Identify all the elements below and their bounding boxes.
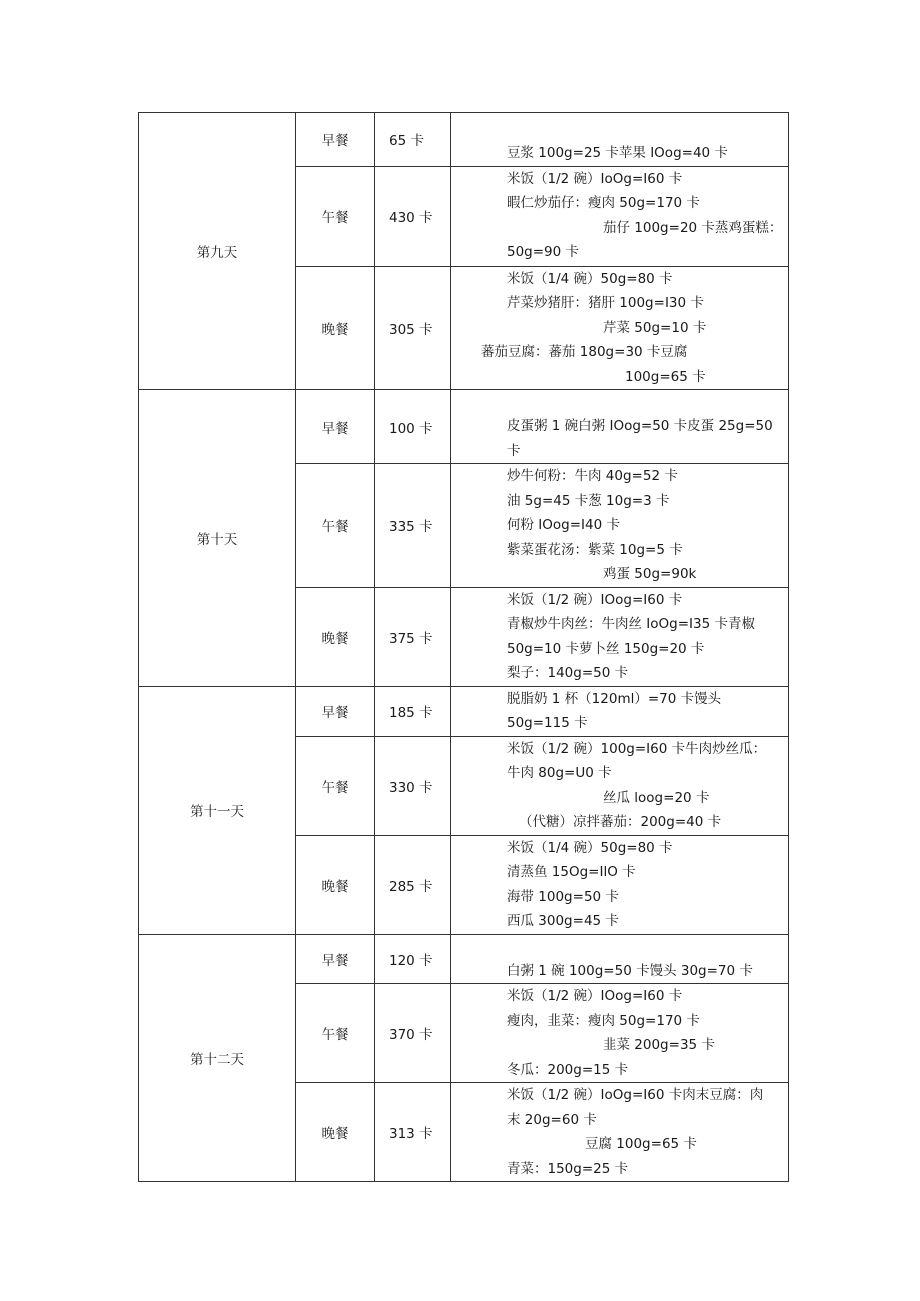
- dinner-label: 晚餐: [296, 587, 375, 686]
- food-item-line: 丝瓜 loog=20 卡: [603, 789, 710, 806]
- food-item-line: 芹菜 50g=10 卡: [603, 319, 707, 336]
- meal-details: [451, 686, 789, 736]
- meal-details: [451, 835, 789, 934]
- lunch-label: 午餐: [296, 984, 375, 1083]
- food-item-line: 油 5g=45 卡葱 10g=3 卡: [507, 492, 670, 509]
- meal-details: [451, 464, 789, 588]
- food-item-line: 鸡蛋 50g=90k: [603, 566, 697, 582]
- food-item-line: 米饭（1/2 碗）IOog=I60 卡: [507, 591, 683, 608]
- food-item-line: 牛肉 80g=U0 卡: [507, 765, 612, 781]
- food-item-line: （代糖）凉拌蕃茄：200g=40 卡: [519, 814, 722, 830]
- meal-details: [451, 587, 789, 686]
- day-label: 第十一天: [139, 686, 296, 934]
- lunch-label: 午餐: [296, 736, 375, 835]
- meal-details: [451, 984, 789, 1083]
- dinner-label: 晚餐: [296, 835, 375, 934]
- food-item-line: 米饭（1/4 碗）50g=80 卡: [507, 270, 673, 287]
- lunch-label: 午餐: [296, 166, 375, 266]
- food-item-line: 炒牛何粉：牛肉 40g=52 卡: [507, 468, 678, 484]
- food-item-line: 米饭（1/2 碗）IoOg=I60 卡肉末豆腐：肉: [507, 1087, 764, 1103]
- day-label: 第十二天: [139, 934, 296, 1182]
- calorie-total: 375 卡: [375, 587, 451, 686]
- table-body: [139, 113, 789, 1182]
- calorie-total: 330 卡: [375, 736, 451, 835]
- food-item-line: 豆腐 100g=65 卡: [585, 1136, 697, 1152]
- food-item-line: 青椒炒牛肉丝：牛肉丝 IoOg=I35 卡青椒: [507, 616, 755, 632]
- food-item-line: 芹菜炒猪肝：猪肝 100g=I30 卡: [507, 295, 704, 311]
- food-item-line: 瘦肉，韭菜：瘦肉 50g=170 卡: [507, 1012, 700, 1029]
- meal-details: [451, 113, 789, 167]
- food-item-line: 何粉 IOog=I40 卡: [507, 517, 620, 533]
- calorie-total: 65 卡: [375, 113, 451, 167]
- meal-details: [451, 1083, 789, 1182]
- food-item-line: 米饭（1/2 碗）IOog=I60 卡: [507, 988, 683, 1004]
- calorie-total: 335 卡: [375, 464, 451, 588]
- food-item-line: 韭菜 200g=35 卡: [603, 1037, 715, 1053]
- calorie-total: 313 卡: [375, 1083, 451, 1182]
- table-row: [139, 113, 789, 167]
- food-item-line: 西瓜 300g=45 卡: [507, 913, 619, 929]
- food-item-line: 梨子：140g=50 卡: [507, 665, 629, 681]
- dinner-label: 晚餐: [296, 1083, 375, 1182]
- calorie-total: 430 卡: [375, 166, 451, 266]
- table-row: [139, 390, 789, 464]
- calorie-total: 100 卡: [375, 390, 451, 464]
- food-item-line: 白粥 1 碗 100g=50 卡馒头 30g=70 卡: [507, 962, 753, 979]
- food-item-line: 50g=115 卡: [507, 715, 588, 731]
- food-item-line: 脱脂奶 1 杯（120ml）=70 卡馒头: [507, 690, 722, 707]
- food-item-line: 豆浆 100g=25 卡苹果 IOog=40 卡: [507, 145, 728, 161]
- food-item-line: 清蒸鱼 15Og=IlO 卡: [507, 864, 636, 880]
- lunch-label: 午餐: [296, 464, 375, 588]
- table-row: [139, 934, 789, 984]
- breakfast-label: 早餐: [296, 390, 375, 464]
- meal-details: [451, 266, 789, 390]
- food-item-line: 暇仁炒茄仔：瘦肉 50g=170 卡: [507, 195, 700, 211]
- food-item-line: 海带 100g=50 卡: [507, 888, 619, 905]
- food-item-line: 末 20g=60 卡: [507, 1111, 597, 1128]
- calorie-total: 185 卡: [375, 686, 451, 736]
- day-label: 第十天: [139, 390, 296, 687]
- food-item-line: 卡: [507, 442, 521, 459]
- calorie-total: 370 卡: [375, 984, 451, 1083]
- food-item-line: 皮蛋粥 1 碗白粥 IOog=50 卡皮蛋 25g=50: [507, 418, 773, 434]
- food-item-line: 冬瓜：200g=15 卡: [507, 1061, 629, 1078]
- meal-details: [451, 166, 789, 266]
- calorie-total: 285 卡: [375, 835, 451, 934]
- food-item-line: 50g=10 卡萝卜丝 150g=20 卡: [507, 640, 705, 657]
- calorie-total: 305 卡: [375, 266, 451, 390]
- table-row: [139, 686, 789, 736]
- meal-details: [451, 934, 789, 984]
- food-item-line: 茄仔 100g=20 卡蒸鸡蛋糕：: [603, 219, 783, 236]
- breakfast-label: 早餐: [296, 934, 375, 984]
- food-item-line: 米饭（1/2 碗）IoOg=I60 卡: [507, 170, 683, 187]
- dinner-label: 晚餐: [296, 266, 375, 390]
- food-item-line: 青菜：150g=25 卡: [507, 1160, 629, 1177]
- food-item-line: 蕃茄豆腐：蕃茄 180g=30 卡豆腐: [481, 344, 688, 360]
- food-item-line: 100g=65 卡: [625, 368, 706, 385]
- day-label: 第九天: [139, 113, 296, 390]
- meal-plan-table: [138, 112, 789, 1182]
- calorie-total: 120 卡: [375, 934, 451, 984]
- meal-details: [451, 390, 789, 464]
- food-item-line: 米饭（1/2 碗）100g=I60 卡牛肉炒丝瓜：: [507, 740, 767, 757]
- food-item-line: 紫菜蛋花汤：紫菜 10g=5 卡: [507, 541, 683, 558]
- breakfast-label: 早餐: [296, 113, 375, 167]
- meal-details: [451, 736, 789, 835]
- food-item-line: 米饭（1/4 碗）50g=80 卡: [507, 839, 673, 856]
- food-item-line: 50g=90 卡: [507, 244, 580, 260]
- breakfast-label: 早餐: [296, 686, 375, 736]
